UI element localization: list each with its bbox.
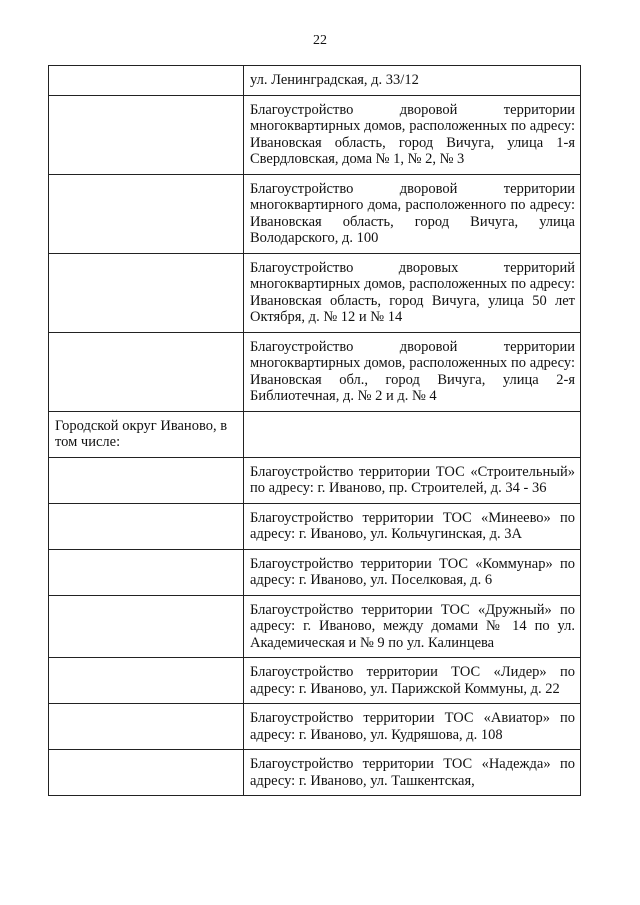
table-row bbox=[49, 66, 581, 96]
municipality-cell bbox=[49, 66, 244, 96]
project-cell: Благоустройство территории ТОС «Дружный» по адресу: г. Иваново, между домами № 14 по ул. Академическая и № 9 по ул. Калинцева bbox=[244, 595, 581, 658]
table-row bbox=[49, 750, 581, 796]
municipality-cell bbox=[49, 253, 244, 332]
table-row bbox=[49, 595, 581, 658]
municipality-cell bbox=[49, 750, 244, 796]
table-row bbox=[49, 174, 581, 253]
municipality-cell bbox=[49, 595, 244, 658]
municipality-cell bbox=[49, 658, 244, 704]
project-cell: Благоустройство дворовых территорий многоквартирных домов, расположенных по адресу: Ивановская область, город Вичуга, улица 50 лет Октября, д. № 12 и № 14 bbox=[244, 253, 581, 332]
project-cell: Благоустройство территории ТОС «Лидер» по адресу: г. Иваново, ул. Парижской Коммуны, д. 22 bbox=[244, 658, 581, 704]
project-cell: ул. Ленинградская, д. 33/12 bbox=[244, 66, 581, 96]
municipality-cell: Городской округ Иваново, в том числе: bbox=[49, 411, 244, 457]
table-row bbox=[49, 704, 581, 750]
table-row bbox=[49, 549, 581, 595]
table-row bbox=[49, 503, 581, 549]
table-row bbox=[49, 95, 581, 174]
municipality-cell bbox=[49, 174, 244, 253]
project-cell: Благоустройство территории ТОС «Авиатор» по адресу: г. Иваново, ул. Кудряшова, д. 108 bbox=[244, 704, 581, 750]
municipality-cell bbox=[49, 549, 244, 595]
projects-table bbox=[48, 65, 581, 796]
page-number: 22 bbox=[313, 33, 327, 48]
municipality-cell bbox=[49, 332, 244, 411]
table-row bbox=[49, 253, 581, 332]
municipality-cell bbox=[49, 457, 244, 503]
table-row bbox=[49, 411, 581, 457]
municipality-cell bbox=[49, 503, 244, 549]
project-cell: Благоустройство территории ТОС «Строительный» по адресу: г. Иваново, пр. Строителей, д. 34 - 36 bbox=[244, 457, 581, 503]
project-cell: Благоустройство дворовой территории многоквартирных домов, расположенных по адресу: Ивановская область, город Вичуга, улица 1-я Свердловская, дома № 1, № 2, № 3 bbox=[244, 95, 581, 174]
municipality-cell bbox=[49, 704, 244, 750]
project-cell: Благоустройство территории ТОС «Надежда» по адресу: г. Иваново, ул. Ташкентская, bbox=[244, 750, 581, 796]
project-cell: Благоустройство дворовой территории многоквартирных домов, расположенных по адресу: Ивановская обл., город Вичуга, улица 2-я Библиотечная, д. № 2 и д. № 4 bbox=[244, 332, 581, 411]
municipality-cell bbox=[49, 95, 244, 174]
table-row bbox=[49, 658, 581, 704]
project-cell: Благоустройство дворовой территории многоквартирного дома, расположенного по адресу: Ивановская область, город Вичуга, улица Володарского, д. 100 bbox=[244, 174, 581, 253]
project-cell: Благоустройство территории ТОС «Минеево» по адресу: г. Иваново, ул. Кольчугинская, д. 3А bbox=[244, 503, 581, 549]
table-row bbox=[49, 332, 581, 411]
project-cell: Благоустройство территории ТОС «Коммунар» по адресу: г. Иваново, ул. Поселковая, д. 6 bbox=[244, 549, 581, 595]
project-cell bbox=[244, 411, 581, 457]
table-row bbox=[49, 457, 581, 503]
